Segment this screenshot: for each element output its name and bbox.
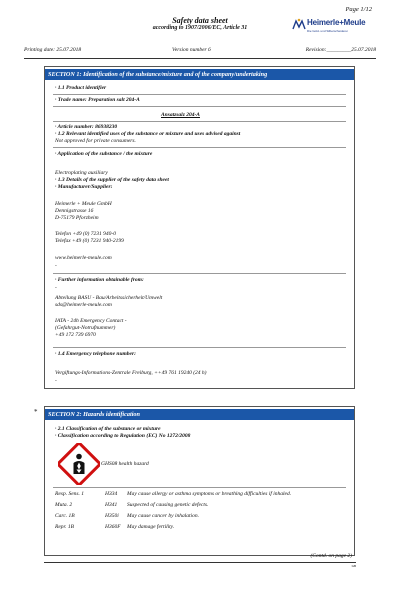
hazard-code: H360F xyxy=(105,524,121,530)
language-code: GB xyxy=(351,564,356,568)
further-info-label: · Further information obtainable from: xyxy=(55,277,144,283)
divider xyxy=(53,94,346,95)
revision-marker: * xyxy=(34,408,38,416)
application-label: · Application of the substance / the mixture xyxy=(55,151,153,157)
title-subtitle: according to 1907/2006/EC, Article 31 xyxy=(152,25,248,32)
hazard-text: May cause cancer by inhalation. xyxy=(127,513,199,519)
divider xyxy=(53,106,346,107)
iata-phone: +49 172 739 6970 xyxy=(55,332,96,338)
iata-text: IATA - 24h Emergency Contact - xyxy=(55,318,127,324)
product-title: Ansatzsalz 204-A xyxy=(161,112,200,118)
hazard-text: May cause allergy or asthma symptoms or breathing difficulties if inhaled. xyxy=(127,491,292,497)
manufacturer-label: · Manufacturer/Supplier: xyxy=(55,184,113,190)
company-street: Dennigstrasse 16 xyxy=(55,208,94,214)
divider xyxy=(53,347,346,348)
iata-subtext: (Gefahrgut-Notrufnummer) xyxy=(55,325,116,331)
department-text: Abteilung BASU - Bau/Arbeitssicherheit/Umwelt xyxy=(55,295,163,301)
document-meta xyxy=(24,47,376,57)
page-number: Page 1/12 xyxy=(345,6,372,13)
section-1-box xyxy=(44,66,355,389)
product-identifier-label: · 1.1 Product identifier xyxy=(55,85,107,91)
dash-text: - xyxy=(55,378,57,384)
company-logo xyxy=(292,18,374,38)
printing-date: Printing date: 25.07.2018 xyxy=(24,47,82,53)
supplier-details-label: · 1.3 Details of the supplier of the safety data sheet xyxy=(55,177,169,183)
revision-date: Revision:_________25.07.2018 xyxy=(305,47,376,53)
hazard-class: Carc. 1B xyxy=(55,513,75,519)
table-row xyxy=(55,491,346,499)
relevant-uses-label: · 1.2 Relevant identified uses of the substance or mixture and uses advised against xyxy=(55,131,241,137)
hazard-text: May damage fertility. xyxy=(127,524,175,530)
hazard-text: Suspected of causing genetic defects. xyxy=(127,502,209,508)
hazard-code: H350i xyxy=(105,513,119,519)
dash-text: - xyxy=(55,285,57,291)
classification-label: · 2.1 Classification of the substance or mixture xyxy=(55,426,161,432)
logo-mark-icon xyxy=(292,18,306,30)
hazard-class: Resp. Sens. 1 xyxy=(55,491,85,497)
company-city: D-75179 Pforzheim xyxy=(55,215,99,221)
table-row xyxy=(55,513,346,521)
emergency-label: · 1.4 Emergency telephone number: xyxy=(55,351,136,357)
company-name: Heimerle + Meule GmbH xyxy=(55,201,112,207)
health-hazard-icon xyxy=(58,443,100,485)
hazard-code: H334 xyxy=(105,491,118,497)
divider xyxy=(53,121,346,122)
ghs-label: GHS08 health hazard xyxy=(101,461,149,467)
emergency-number: Vergiftungs-Informations-Zentrale Freiburg, ++49 761 19240 (24 h) xyxy=(55,370,207,376)
company-fax: Telefax +49 (0) 7231 940-2199 xyxy=(55,238,124,244)
logo-name: Heimerle+Meule xyxy=(307,18,366,27)
not-approved-text: Not approved for private consumers. xyxy=(55,138,136,144)
trade-name: · Trade name: Preparation salt 204-A xyxy=(55,97,140,103)
title-text: Safety data sheet xyxy=(172,16,228,25)
divider xyxy=(53,147,346,148)
section-2-box xyxy=(44,406,355,556)
email-text: sds@heimerle-meule.com xyxy=(55,302,112,308)
divider xyxy=(53,487,346,488)
section-2-heading: SECTION 2: Hazards identification xyxy=(45,409,354,420)
dash-text: - xyxy=(55,263,57,269)
application-text: Electroplating auxiliary xyxy=(55,170,108,176)
table-row xyxy=(55,524,346,532)
continued-note: (Contd. on page 2) xyxy=(310,553,352,559)
version-number: Version number 6 xyxy=(172,47,211,53)
article-number xyxy=(55,124,117,131)
divider xyxy=(53,273,346,274)
footer-divider xyxy=(44,562,356,563)
section-1-heading: SECTION 1: Identification of the substance/mixture and of the company/undertaking xyxy=(45,69,354,80)
hazard-class: Muta. 2 xyxy=(55,502,73,508)
table-row xyxy=(55,502,346,510)
hazard-code: H341 xyxy=(105,502,118,508)
article-number-text: · Article number: 86938230 xyxy=(55,124,118,130)
company-phone: Telefon +49 (0) 7231 940-0 xyxy=(55,231,116,237)
header-divider xyxy=(24,58,376,59)
logo-tagline: Die Gold- und Silberscheiderei xyxy=(307,29,348,33)
regulation-label: · Classification according to Regulation (EC) No 1272/2008 xyxy=(55,433,191,439)
hazard-class: Repr. 1B xyxy=(55,524,74,530)
company-website: www.heimerle-meule.com xyxy=(55,255,112,261)
